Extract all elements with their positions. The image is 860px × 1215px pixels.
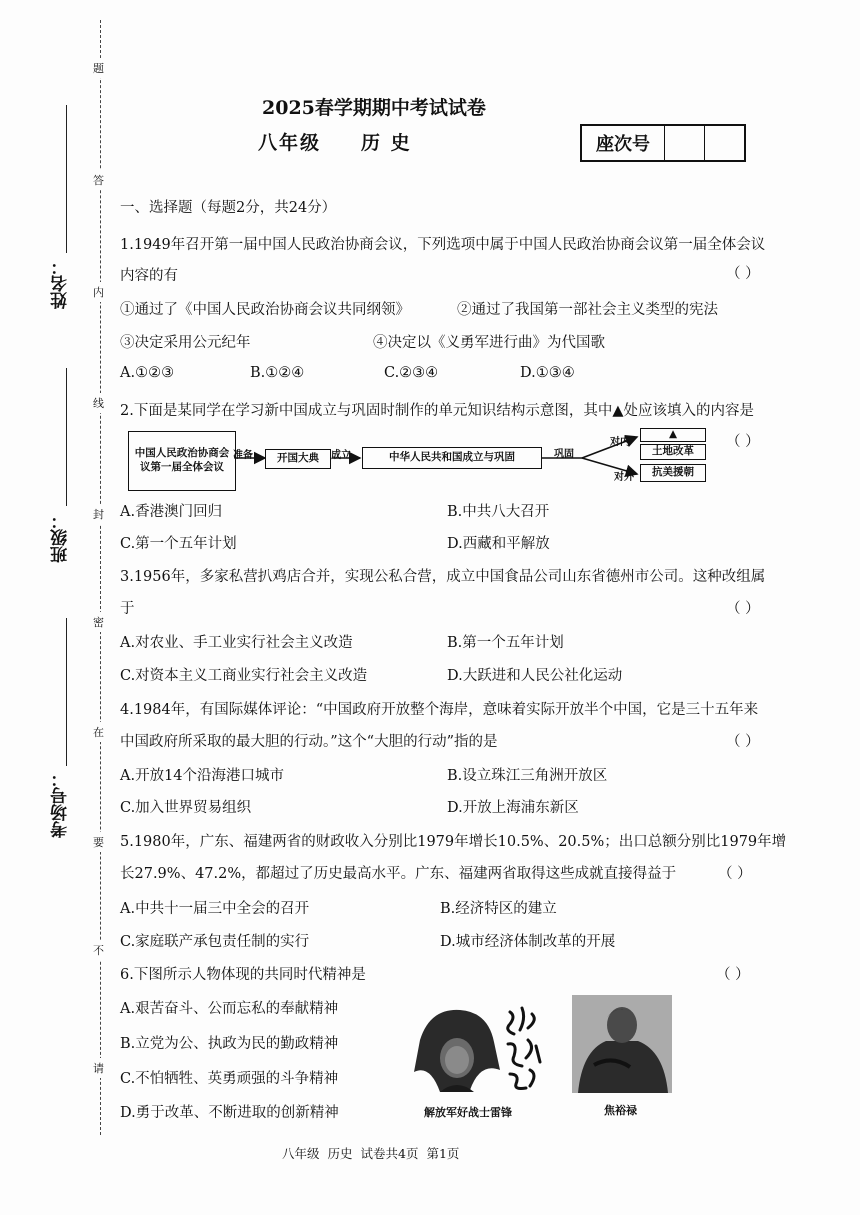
flow-box-korean-war: 抗美援朝 (640, 464, 706, 482)
subject-label: 历 史 (361, 132, 412, 154)
binding-char: 线 (93, 393, 104, 413)
q3-option-b[interactable]: B.第一个五年计划 (447, 635, 564, 651)
page-footer (282, 1144, 467, 1162)
footer-pages: 试卷共4页 (360, 1146, 419, 1161)
class-line[interactable] (66, 368, 67, 506)
lei-feng-photo (410, 1000, 550, 1100)
binding-char: 密 (93, 612, 104, 632)
q1-option-c[interactable]: C.②③④ (384, 365, 439, 381)
q5-answer-paren[interactable]: （ ） (718, 866, 752, 882)
flow-box-founding-ceremony: 开国大典 (265, 449, 331, 469)
binding-char: 答 (93, 170, 104, 190)
q1-item: ③决定采用公元纪年 (120, 335, 251, 351)
q1-item: ①通过了《中国人民政治协商会议共同纲领》 (120, 302, 410, 318)
q2-stem: 2.下面是某同学在学习新中国成立与巩固时制作的单元知识结构示意图，其中▲处应该填入的内容是 (120, 403, 754, 419)
flow-box-blank: ▲ (640, 428, 706, 442)
binding-char: 题 (93, 58, 104, 78)
q5-stem-line2: 长27.9%、47.2%，都超过了历史最高水平。广东、福建两省取得这些成就直接得益于 (120, 866, 677, 882)
q3-answer-paren[interactable]: （ ） (726, 601, 760, 617)
footer-subject: 历史 (327, 1146, 353, 1161)
q5-option-a[interactable]: A.中共十一届三中全会的召开 (120, 901, 310, 917)
binding-char: 内 (93, 282, 104, 302)
q3-stem-line1: 3.1956年，多家私营扒鸡店合并，实现公私合营，成立中国食品公司山东省德州市公司。这种改组属 (120, 569, 766, 585)
q6-answer-paren[interactable]: （ ） (716, 967, 750, 983)
jiao-yulu-photo (572, 995, 672, 1093)
flow-label-found: 成立 (331, 450, 351, 461)
seat-cell[interactable] (665, 126, 705, 160)
footer-grade: 八年级 (282, 1146, 320, 1161)
q6-option-b[interactable]: B.立党为公、执政为民的勤政精神 (120, 1036, 339, 1052)
flow-label-foreign: 对外 (614, 472, 634, 483)
q4-option-d[interactable]: D.开放上海浦东新区 (447, 800, 579, 816)
q1-item: ④决定以《义勇军进行曲》为代国歌 (373, 335, 605, 351)
grade-label: 八年级 (258, 132, 322, 154)
q1-answer-paren[interactable]: （ ） (726, 266, 760, 282)
name-line[interactable] (66, 105, 67, 253)
q4-answer-paren[interactable]: （ ） (726, 734, 760, 750)
binding-char: 在 (93, 722, 104, 742)
q2-answer-paren[interactable]: （ ） (726, 434, 760, 450)
q6-stem: 6.下图所示人物体现的共同时代精神是 (120, 967, 366, 983)
binding-char: 要 (93, 832, 104, 852)
binding-char: 请 (93, 1058, 104, 1078)
class-label: 班级： (51, 512, 71, 563)
q1-stem-line1: 1.1949年召开第一届中国人民政治协商会议，下列选项中属于中国人民政治协商会议第一届全体会议 (120, 237, 766, 253)
q5-option-c[interactable]: C.家庭联产承包责任制的实行 (120, 934, 310, 950)
q1-item: ②通过了我国第一部社会主义类型的宪法 (457, 302, 718, 318)
q5-option-d[interactable]: D.城市经济体制改革的开展 (440, 934, 616, 950)
q2-option-a[interactable]: A.香港澳门回归 (120, 504, 223, 520)
q2-option-c[interactable]: C.第一个五年计划 (120, 536, 237, 552)
seat-number-box (580, 124, 746, 162)
binding-char: 不 (93, 940, 104, 960)
q4-option-b[interactable]: B.设立珠江三角洲开放区 (447, 768, 608, 784)
q3-option-a[interactable]: A.对农业、手工业实行社会主义改造 (120, 635, 353, 651)
q5-stem-line1: 5.1980年，广东、福建两省的财政收入分别比1979年增长10.5%、20.5%；出口总额分别比1979年增 (120, 834, 787, 850)
q5-option-b[interactable]: B.经济特区的建立 (440, 901, 557, 917)
q4-option-c[interactable]: C.加入世界贸易组织 (120, 800, 252, 816)
q2-option-d[interactable]: D.西藏和平解放 (447, 536, 550, 552)
flow-label-prepare: 准备 (233, 450, 253, 461)
grade-subject (258, 128, 412, 155)
q6-option-a[interactable]: A.艰苦奋斗、公而忘私的奉献精神 (120, 1001, 339, 1017)
q1-option-d[interactable]: D.①③④ (520, 365, 575, 381)
q4-stem-line1: 4.1984年，有国际媒体评论：“中国政府开放整个海岸，意味着实际开放半个中国，它是三十五年来 (120, 702, 759, 718)
flow-label-domestic: 对内 (610, 437, 630, 448)
q2-option-b[interactable]: B.中共八大召开 (447, 504, 550, 520)
flow-label-consolidate: 巩固 (554, 449, 574, 460)
q4-stem-line2: 中国政府所采取的最大胆的行动。”这个“大胆的行动”指的是 (120, 734, 498, 750)
q1-option-b[interactable]: B.①②④ (250, 365, 305, 381)
q6-option-c[interactable]: C.不怕牺牲、英勇顽强的斗争精神 (120, 1071, 339, 1087)
lei-feng-caption: 解放军好战士雷锋 (424, 1106, 512, 1119)
seat-label: 座次号 (582, 126, 665, 160)
q1-option-a[interactable]: A.①②③ (120, 365, 175, 381)
binding-char: 封 (93, 504, 104, 524)
q3-option-c[interactable]: C.对资本主义工商业实行社会主义改造 (120, 668, 368, 684)
section-heading: 一、选择题（每题2分，共24分） (120, 200, 337, 216)
seat-cell[interactable] (705, 126, 744, 160)
name-label: 姓名： (51, 258, 71, 309)
flow-box-prc: 中华人民共和国成立与巩固 (362, 447, 542, 469)
exam-title: 2025春学期期中考试试卷 (262, 97, 486, 119)
q1-stem-line2: 内容的有 (120, 268, 178, 284)
exam-room-line[interactable] (66, 618, 67, 766)
q3-stem-line2: 于 (120, 601, 135, 617)
jiao-yulu-caption: 焦裕禄 (604, 1104, 637, 1117)
exam-room-label: 考场号： (51, 770, 71, 838)
footer-page-number: 第1页 (426, 1146, 460, 1161)
q4-option-a[interactable]: A.开放14个沿海港口城市 (120, 768, 285, 784)
flow-box-land-reform: 土地改革 (640, 444, 706, 460)
q6-option-d[interactable]: D.勇于改革、不断进取的创新精神 (120, 1105, 339, 1121)
flow-box-cppcc: 中国人民政治协商会议第一届全体会议 (128, 431, 236, 491)
q3-option-d[interactable]: D.大跃进和人民公社化运动 (447, 668, 623, 684)
